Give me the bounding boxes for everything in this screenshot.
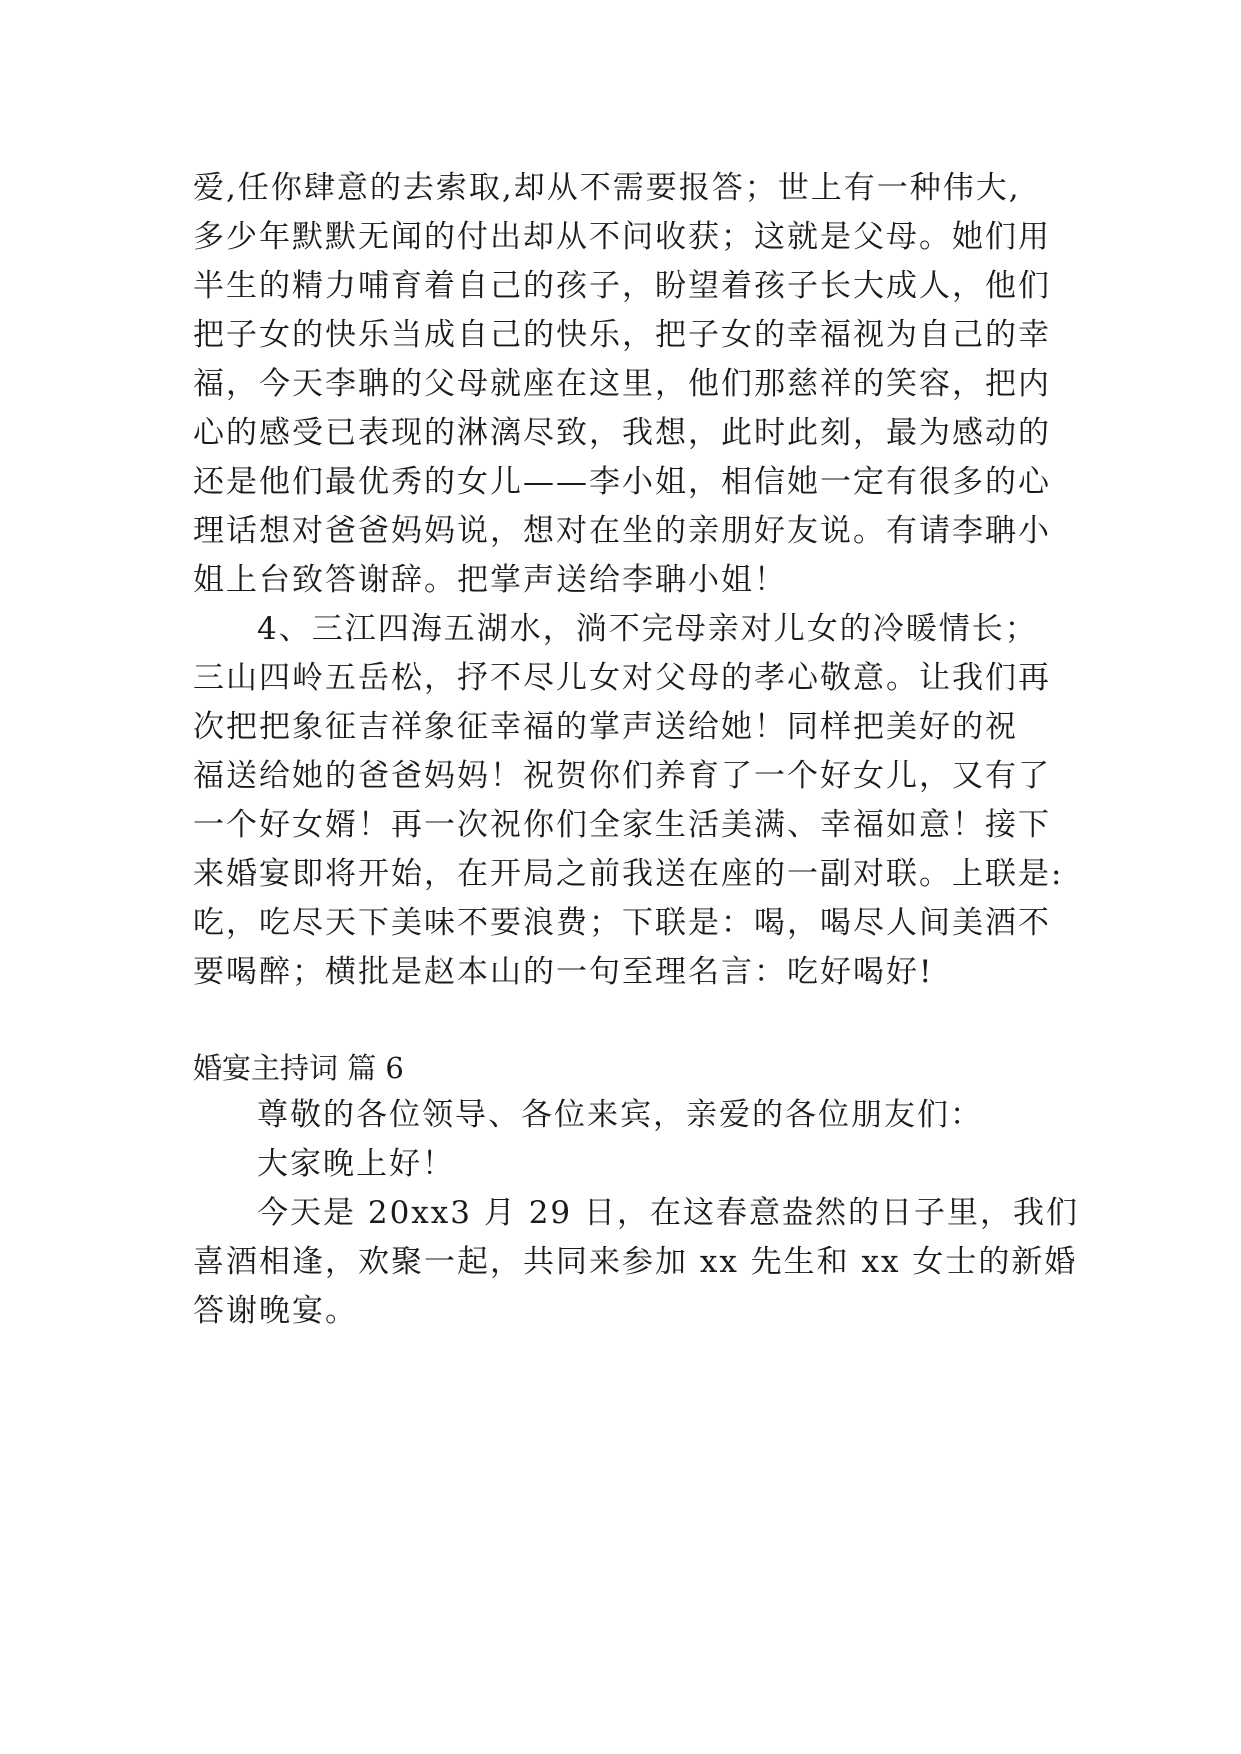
paragraph-tribute-to-parents [193, 164, 1053, 605]
paragraph-opening [193, 1189, 1079, 1336]
text-line: 半生的精力哺育着自己的孩子，盼望着孩子长大成人，他们 [193, 268, 1051, 304]
text-line: 把子女的快乐当成自己的快乐，把子女的幸福视为自己的幸 [193, 317, 1051, 353]
text-line: 喜酒相逢，欢聚一起，共同来参加 xx 先生和 xx 女士的新婚 [193, 1244, 1078, 1280]
greeting: 大家晚上好！ [257, 1146, 455, 1182]
text-line: 来婚宴即将开始，在开局之前我送在座的一副对联。上联是: [193, 856, 1064, 892]
paragraph-item-4 [193, 605, 1064, 997]
text-line: 一个好女婿！再一次祝你们全家生活美满、幸福如意！接下 [193, 807, 1051, 843]
text-line: 心的感受已表现的淋漓尽致，我想，此时此刻，最为感动的 [193, 415, 1051, 451]
text-line: 福，今天李聃的父母就座在这里，他们那慈祥的笑容，把内 [193, 366, 1051, 402]
salutation: 尊敬的各位领导、各位来宾，亲爱的各位朋友们： [257, 1097, 983, 1133]
text-line: 4、三江四海五湖水，淌不完母亲对儿女的冷暖情长； [257, 611, 1038, 647]
text-line: 答谢晚宴。 [193, 1293, 358, 1329]
text-line: 理话想对爸爸妈妈说，想对在坐的亲朋好友说。有请李聃小 [193, 513, 1051, 549]
text-line: 还是他们最优秀的女儿——李小姐，相信她一定有很多的心 [193, 464, 1051, 500]
text-line: 吃，吃尽天下美味不要浪费；下联是：喝，喝尽人间美酒不 [193, 905, 1051, 941]
document-body [193, 164, 1079, 1336]
text-line: 爱,任你肆意的去索取,却从不需要报答；世上有一种伟大, [193, 170, 1021, 206]
text-line: 多少年默默无闻的付出却从不问收获；这就是父母。她们用 [193, 219, 1051, 255]
text-line: 要喝醉；横批是赵本山的一句至理名言：吃好喝好! [193, 954, 934, 990]
text-line: 今天是 20xx3 月 29 日，在这春意盎然的日子里，我们 [257, 1195, 1079, 1231]
text-line: 福送给她的爸爸妈妈！祝贺你们养育了一个好女儿，又有了 [193, 758, 1051, 794]
section-6 [193, 1045, 1079, 1336]
text-line: 次把把象征吉祥象征幸福的掌声送给她！同样把美好的祝 [193, 709, 1018, 745]
text-line: 姐上台致答谢辞。把掌声送给李聃小姐！ [193, 562, 787, 598]
section-heading: 婚宴主持词 篇 6 [193, 1051, 404, 1085]
text-line: 三山四岭五岳松，抒不尽儿女对父母的孝心敬意。让我们再 [193, 660, 1051, 696]
